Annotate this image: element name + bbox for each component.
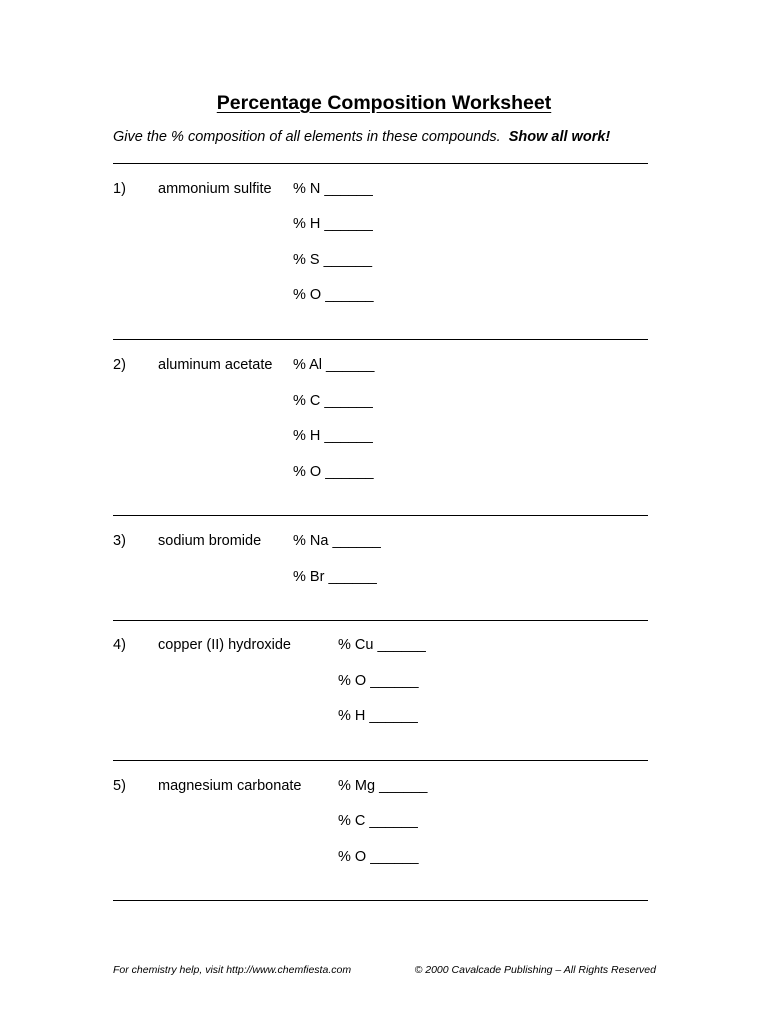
compound-name: aluminum acetate [158, 357, 273, 373]
element-answer-line: % O ______ [293, 464, 374, 480]
compound-name: sodium bromide [158, 533, 262, 549]
problem-number: 1) [113, 181, 126, 197]
element-answer-line: % C ______ [338, 813, 418, 829]
footer-help-text: For chemistry help, visit http://www.chemfiesta.com [113, 964, 352, 976]
divider-rule [113, 900, 648, 901]
divider-rule [113, 515, 648, 516]
element-answer-line: % N ______ [293, 181, 373, 197]
element-answer-line: % C ______ [293, 393, 373, 409]
element-answer-line: % Al ______ [293, 357, 375, 373]
element-answer-line: % H ______ [293, 428, 373, 444]
problem-number: 3) [113, 533, 126, 549]
element-answer-line: % H ______ [293, 216, 373, 232]
element-answer-line: % O ______ [338, 849, 419, 865]
divider-rule [113, 620, 648, 621]
compound-name: copper (II) hydroxide [158, 637, 291, 653]
problem-number: 4) [113, 637, 126, 653]
element-answer-line: % Cu ______ [338, 637, 426, 653]
compound-name: magnesium carbonate [158, 778, 302, 794]
element-answer-line: % O ______ [293, 287, 374, 303]
problem-number: 2) [113, 357, 126, 373]
instructions-emphasis: Show all work! [508, 129, 611, 145]
instructions-text: Give the % composition of all elements in these compounds. [113, 129, 501, 145]
element-answer-line: % Mg ______ [338, 778, 428, 794]
element-answer-line: % O ______ [338, 673, 419, 689]
element-answer-line: % Br ______ [293, 569, 377, 585]
element-answer-line: % Na ______ [293, 533, 381, 549]
worksheet-title: Percentage Composition Worksheet [216, 92, 552, 114]
footer-copyright: © 2000 Cavalcade Publishing – All Rights Reserved [414, 964, 656, 976]
element-answer-line: % S ______ [293, 252, 373, 268]
element-answer-line: % H ______ [338, 708, 418, 724]
divider-rule [113, 163, 648, 164]
instructions [113, 129, 610, 145]
compound-name: ammonium sulfite [158, 181, 272, 197]
divider-rule [113, 339, 648, 340]
divider-rule [113, 760, 648, 761]
problem-number: 5) [113, 778, 126, 794]
